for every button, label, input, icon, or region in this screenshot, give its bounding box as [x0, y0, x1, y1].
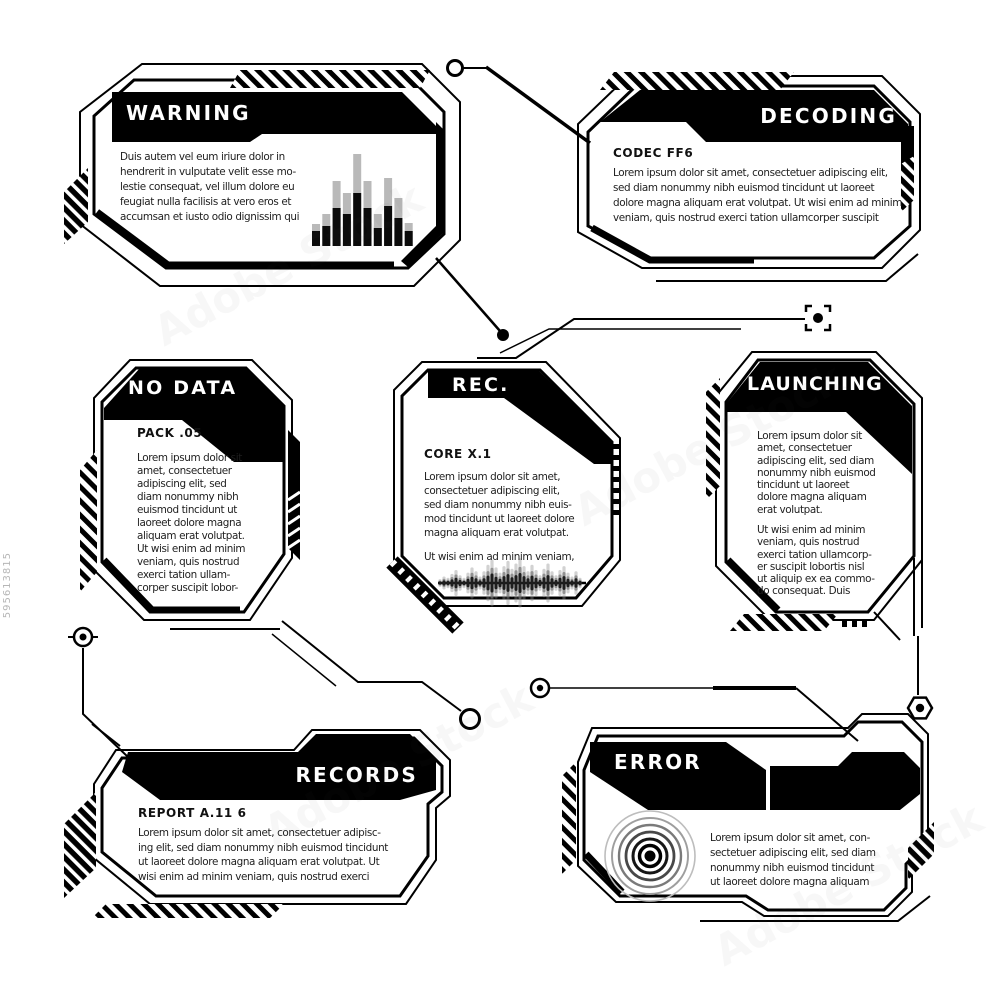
connector-crosshair — [477, 306, 830, 358]
hatch-stripes-icon — [64, 792, 96, 898]
records-title: RECORDS — [295, 763, 418, 787]
no-data-subtitle: PACK .05 — [137, 426, 203, 440]
decoding-subtitle: CODEC FF6 — [613, 146, 694, 160]
error-body: Lorem ipsum dolor sit amet, con- sectetuer adipiscing elit, sed diam nonummy nibh euismod tincidunt ut laoreet dolore magna aliquam — [710, 832, 876, 889]
decoding-body: Lorem ipsum dolor sit amet, consectetuer adipiscing elit, sed diam nonummy nibh euismod tincidunt ut laoreet dolore magna aliquam erat volutpat. Ut wisi enim ad minim veniam, quis nostrud exerci tation ullamcorper suscipit — [613, 167, 902, 224]
hatch-stripes-icon — [230, 70, 430, 88]
connector-nodata-circle — [170, 621, 480, 729]
hatch-stripes-icon — [730, 614, 838, 631]
circle-node-icon — [448, 61, 463, 76]
target-node-icon — [68, 628, 98, 646]
dot-node-icon — [497, 329, 509, 341]
records-subtitle: REPORT A.11 6 — [138, 806, 247, 820]
rec-body: Lorem ipsum dolor sit amet, consectetuer adipiscing elit, sed diam nonummy nibh euis- mod tincidunt ut laoreet dolore magna aliquam erat volutpat. — [424, 471, 575, 539]
hatch-stripes-icon — [92, 904, 284, 918]
hatch-stripes-icon — [562, 762, 576, 874]
crosshair-target-icon — [806, 306, 830, 330]
rec-subtitle: CORE X.1 — [424, 447, 492, 461]
no-data-title: NO DATA — [128, 377, 238, 399]
circle-node-icon — [461, 710, 480, 729]
circle-node-icon — [531, 679, 549, 697]
hatch-stripes-icon — [80, 450, 97, 592]
warning-title: WARNING — [126, 101, 251, 125]
hatch-stripes-icon — [600, 72, 794, 90]
warning-body: Duis autem vel eum iriure dolor in hendrerit in vulputate velit esse mo- lestie consequat, vel illum dolore eu feugiat nulla facilisis at vero eros et accumsan et iusto odio dignissim qui — [120, 151, 300, 223]
watermark-stock-id: 595613815 — [2, 552, 13, 619]
hatch-stripes-icon — [706, 378, 720, 500]
radar-rings-icon — [605, 811, 695, 901]
hexagon-node-icon — [908, 698, 932, 719]
decoding-title: DECODING — [760, 104, 897, 128]
records-panel-frame — [64, 730, 450, 918]
launching-title: LAUNCHING — [747, 373, 883, 395]
rec-body-2: Ut wisi enim ad minim veniam, — [424, 551, 575, 563]
error-title: ERROR — [614, 750, 702, 774]
connector-warning-dot — [436, 258, 509, 341]
launching-body: Lorem ipsum dolor sit amet, consectetuer adipiscing elit, sed diam nonummy nibh euismod tincidunt ut laoreet dolore magna aliquam erat volutpat. — [757, 430, 876, 516]
rec-title: REC. — [452, 374, 510, 396]
launching-body-2: Ut wisi enim ad minim veniam, quis nostrud exerci tation ullamcorp- er suscipit lobortis nisl ut aliquip ex ea commo- do consequat. Duis — [757, 524, 875, 598]
connector-target-records — [68, 628, 128, 757]
connector-top — [448, 61, 591, 144]
hatch-stripes-icon — [64, 168, 88, 244]
records-body: Lorem ipsum dolor sit amet, consectetuer adipisc- ing elit, sed diam nonummy nibh euismod tincidunt ut laoreet dolore magna aliquam erat volutpat. Ut wisi enim ad minim veniam, quis nostrud exerci — [138, 827, 388, 883]
connector-error — [531, 679, 858, 741]
no-data-body: Lorem ipsum dolor sit amet, consectetuer adipiscing elit, sed diam nonummy nibh euismod tincidunt ut laoreet dolore magna aliquam erat volutpat. Ut wisi enim ad minim veniam, quis nostrud exerci tation ullam- corper suscipit lobor- — [137, 452, 246, 594]
